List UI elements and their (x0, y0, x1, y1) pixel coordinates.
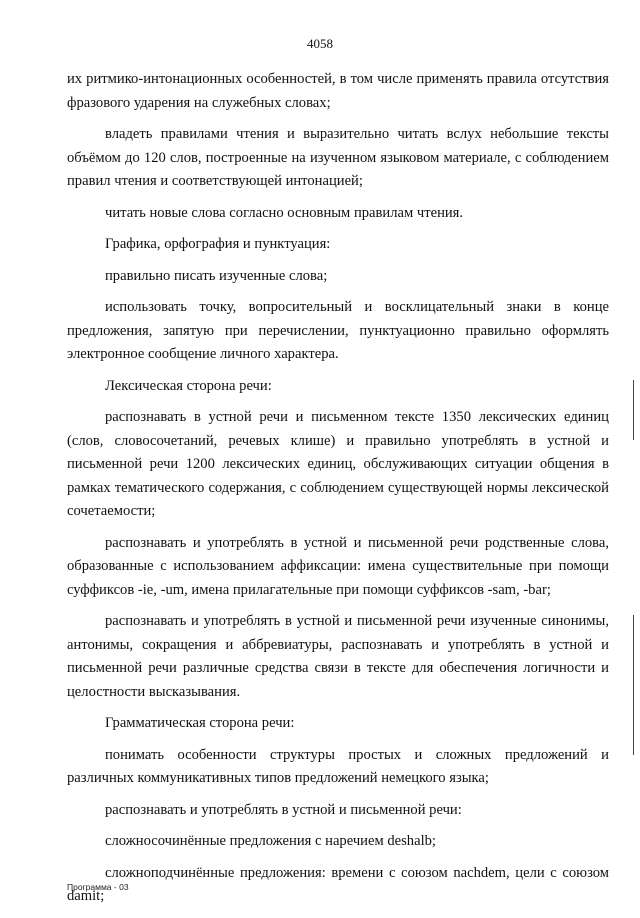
page-number: 4058 (307, 36, 333, 51)
section-heading: Грамматическая сторона речи: (105, 715, 295, 731)
paragraph: их ритмико-интонационных особенностей, в том числе применять правила отсутствия фразового ударения на служебных словах; (67, 71, 609, 111)
paragraph: правильно писать изученные слова; (105, 267, 328, 284)
paragraph: распознавать и употреблять в устной и письменной речи изученные синонимы, антонимы, сокращения и аббревиатуры, распознавать и употреблять в устной и письменной речи различные средства связи в тексте для обеспечения логичности и целостности высказывания. (67, 613, 609, 700)
paragraph: сложноподчинённые предложения: времени с союзом nachdem, цели с союзом damit; (67, 864, 609, 904)
paragraph: распознавать в устной речи и письменном тексте 1350 лексических единиц (слов, словосочетаний, речевых клише) и правильно употреблять в устной и письменной речи 1200 лексических единиц, обслуживающих ситуации общения в рамках тематического содержания, с соблюдением существующей нормы лексической сочетаемости; (67, 409, 609, 519)
paragraph: распознавать и употреблять в устной и письменной речи: (105, 801, 462, 818)
paragraph: понимать особенности структуры простых и сложных предложений и различных коммуникативных типов предложений немецкого языка; (67, 746, 609, 786)
section-heading: Графика, орфография и пунктуация: (105, 236, 331, 252)
paragraph: сложносочинённые предложения с наречием deshalb; (105, 833, 436, 849)
footer-label: Программа - 03 (67, 882, 129, 892)
scan-edge-mark (633, 380, 634, 440)
paragraph: владеть правилами чтения и выразительно читать вслух небольшие тексты объёмом до 120 слов, построенные на изученном языковом материале, с соблюдением правил чтения и соответствующей интонацией; (67, 126, 609, 189)
paragraph: использовать точку, вопросительный и восклицательный знаки в конце предложения, запятую при перечислении, пунктуационно правильно оформлять электронное сообщение личного характера. (67, 299, 609, 362)
paragraph: распознавать и употреблять в устной и письменной речи родственные слова, образованные с использованием аффиксации: имена существительные при помощи суффиксов -ie, -um, имена прилагательные при помощи суффиксов -sam, -bar; (67, 534, 609, 598)
scan-edge-mark (633, 615, 634, 755)
section-heading: Лексическая сторона речи: (105, 377, 272, 394)
paragraph: читать новые слова согласно основным правилам чтения. (105, 204, 464, 221)
document-body (67, 68, 609, 909)
